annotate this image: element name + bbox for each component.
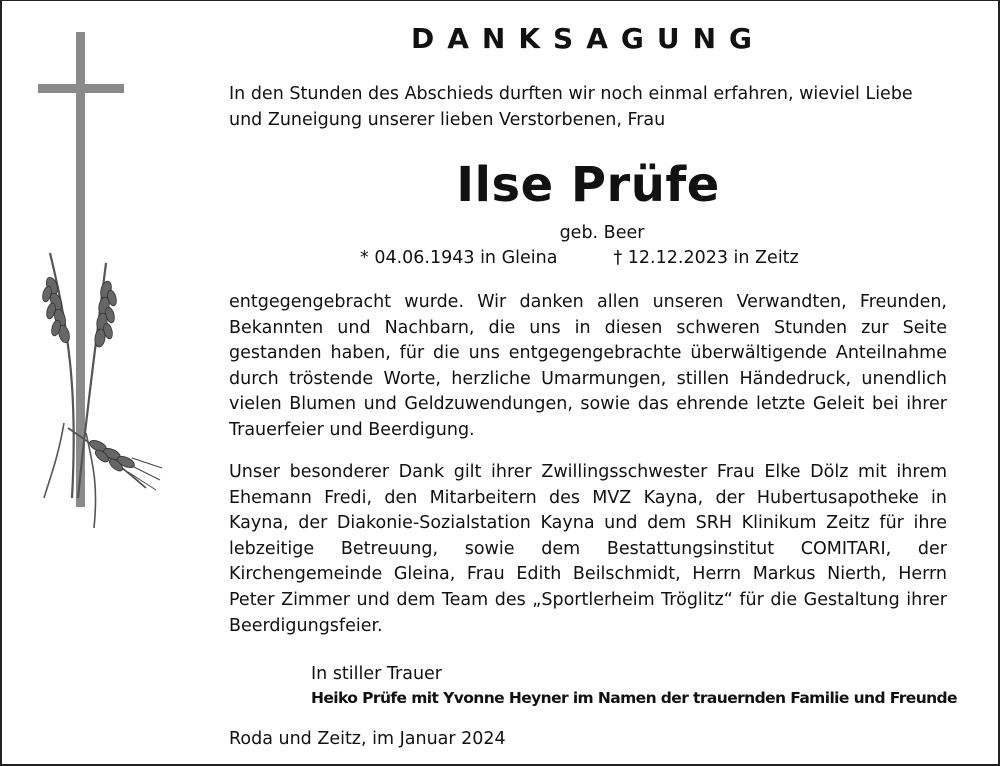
intro-text: In den Stunden des Abschieds durften wir noch einmal erfahren, wieviel Liebe und Zuneigung unserer lieben Verstorbenen, Frau [229, 84, 913, 130]
life-dates [360, 246, 799, 270]
place-date: Roda und Zeitz, im Januar 2024 [229, 729, 506, 749]
notice-heading: DANKSAGUNG [410, 22, 765, 55]
maiden-name: geb. Beer [559, 223, 645, 243]
signature-names: Heiko Prüfe mit Yvonne Heyner im Namen der trauernden Familie und Freunde [311, 689, 957, 707]
signature-label: In stiller Trauer [311, 664, 442, 684]
thanks-paragraph: entgegengebracht wurde. Wir danken allen unseren Verwandten, Freunden, Bekannten und Nachbarn, die uns in diesen schweren Stunden zur Seite gestanden haben, für die uns entgegengebrachte überwältigende Anteilnahme durch tröstende Worte, herzliche Umarmungen, stillen Händedruck, unendlich vielen Blumen und Geldzuwendungen, sowie das ehrende letzte Geleit bei ihrer Trauerfeier und Beerdigung. [229, 292, 947, 440]
death-date: † 12.12.2023 in Zeitz [613, 248, 799, 268]
cross-with-wheat-icon [28, 28, 168, 548]
deceased-name: Ilse Prüfe [456, 157, 720, 213]
birth-date: * 04.06.1943 in Gleina [360, 248, 558, 268]
special-thanks-paragraph: Unser besonderer Dank gilt ihrer Zwillingsschwester Frau Elke Dölz mit ihrem Ehemann Fredi, den Mitarbeitern des MVZ Kayna, der Hubertusapotheke in Kayna, der Diakonie-Sozialstation Kayna und dem SRH Klinikum Zeitz für ihre lebzeitige Betreuung, sowie dem Bestattungsinstitut COMITARI, der Kirchengemeinde Gleina, Frau Edith Beilschmidt, Herrn Markus Nierth, Herrn Peter Zimmer und dem Team des „Sportlerheim Tröglitz“ für die Gestaltung ihrer Beerdigungsfeier. [229, 462, 947, 636]
